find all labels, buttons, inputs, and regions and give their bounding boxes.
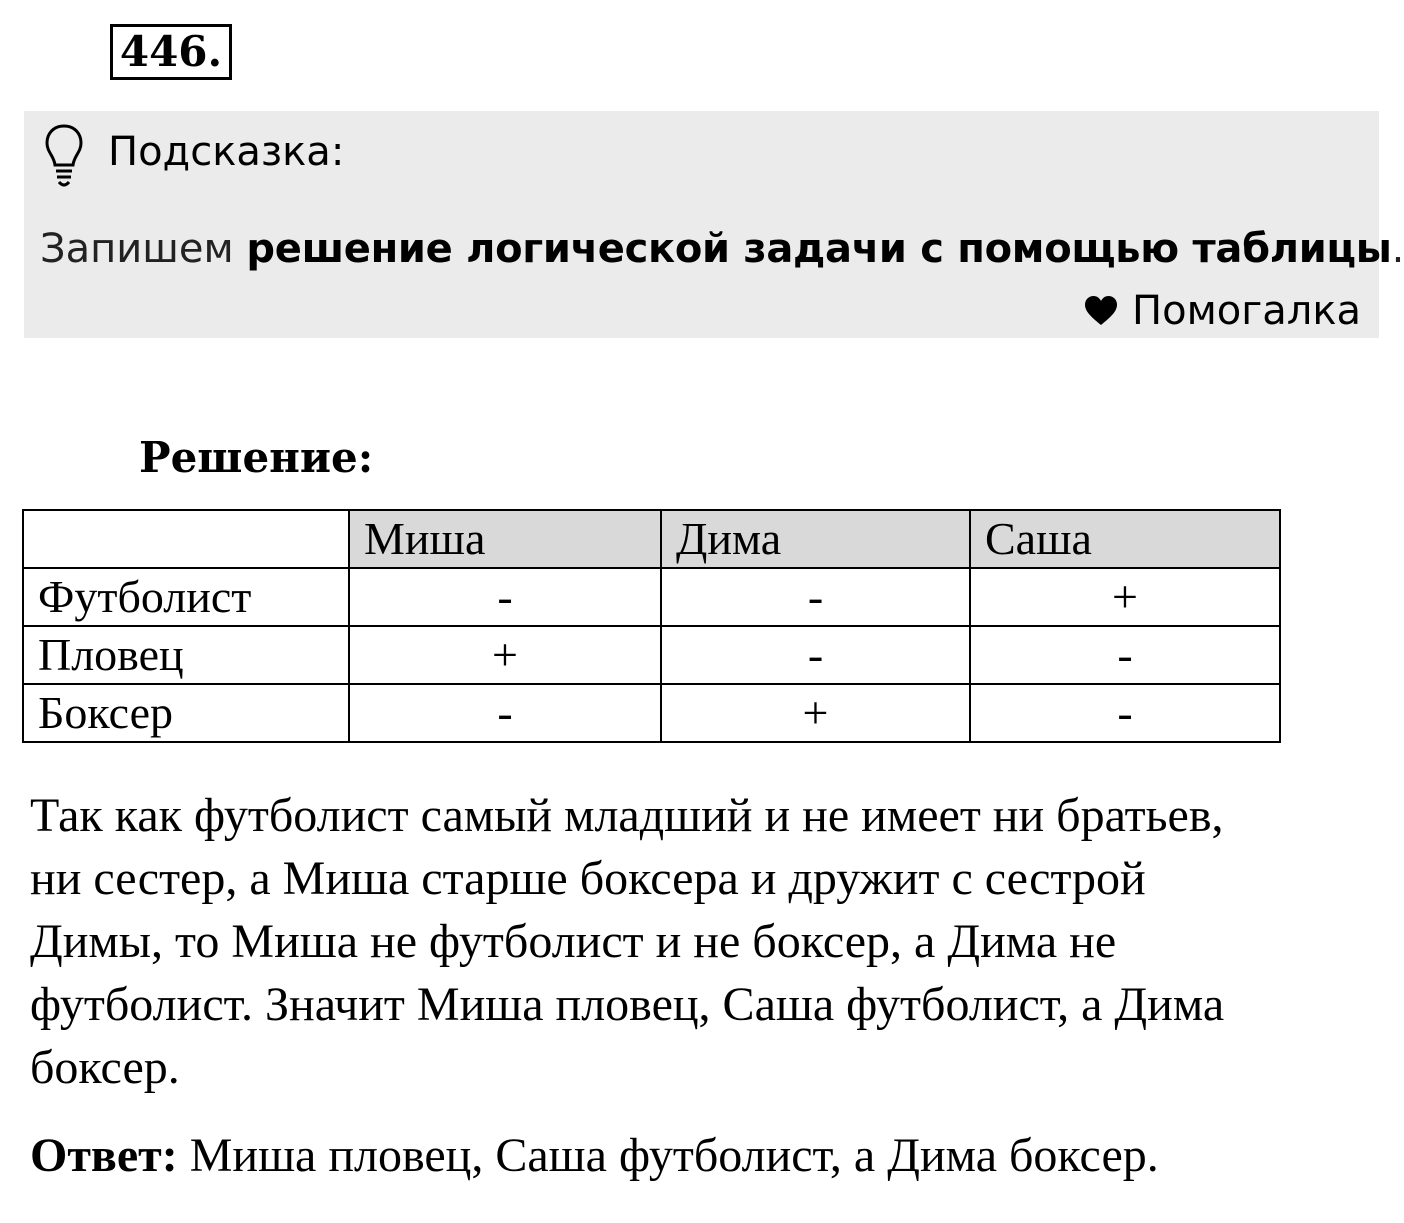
explanation-line: боксер.	[30, 1041, 180, 1094]
table-corner-cell	[23, 510, 349, 568]
table-cell: -	[970, 626, 1280, 684]
table-cell: -	[349, 568, 661, 626]
solution-table	[22, 509, 1281, 743]
table-cell: +	[661, 684, 970, 742]
row-label: Боксер	[23, 684, 349, 742]
hint-text-emphasis: решение логической задачи с помощью таблицы	[246, 226, 1392, 272]
row-label: Футболист	[23, 568, 349, 626]
table-cell: +	[970, 568, 1280, 626]
table-row	[23, 684, 1280, 742]
explanation-line: ни сестер, а Миша старше боксера и дружит с сестрой	[30, 852, 1146, 905]
explanation-paragraph	[30, 784, 1370, 1099]
answer-text: Миша пловец, Саша футболист, а Дима боксер.	[189, 1129, 1159, 1182]
hint-text	[40, 225, 1404, 273]
column-header: Саша	[970, 510, 1280, 568]
hint-credit[interactable]	[1084, 287, 1361, 335]
row-label: Пловец	[23, 626, 349, 684]
hint-title: Подсказка:	[108, 129, 345, 175]
lightbulb-icon	[44, 123, 84, 189]
explanation-line: Так как футболист самый младший и не имеет ни братьев,	[30, 789, 1224, 842]
task-number: 446.	[110, 24, 232, 80]
answer	[30, 1124, 1159, 1187]
table-cell: -	[970, 684, 1280, 742]
hint-text-plain: Запишем	[40, 226, 234, 272]
table-cell: -	[349, 684, 661, 742]
hint-text-end: .	[1391, 226, 1404, 272]
table-cell: +	[349, 626, 661, 684]
table-row	[23, 568, 1280, 626]
hint-credit-label: Помогалка	[1132, 288, 1361, 334]
hint-box	[24, 111, 1404, 338]
table-header-row	[23, 510, 1280, 568]
column-header: Дима	[661, 510, 970, 568]
table-cell: -	[661, 568, 970, 626]
answer-label: Ответ:	[30, 1129, 178, 1182]
explanation-line: Димы, то Миша не футболист и не боксер, а Дима не	[30, 915, 1117, 968]
column-header: Миша	[349, 510, 661, 568]
table-row	[23, 626, 1280, 684]
table-cell: -	[661, 626, 970, 684]
solution-heading: Решение:	[139, 433, 374, 482]
heart-icon	[1084, 295, 1118, 327]
explanation-line: футболист. Значит Миша пловец, Саша футболист, а Дима	[30, 978, 1225, 1031]
